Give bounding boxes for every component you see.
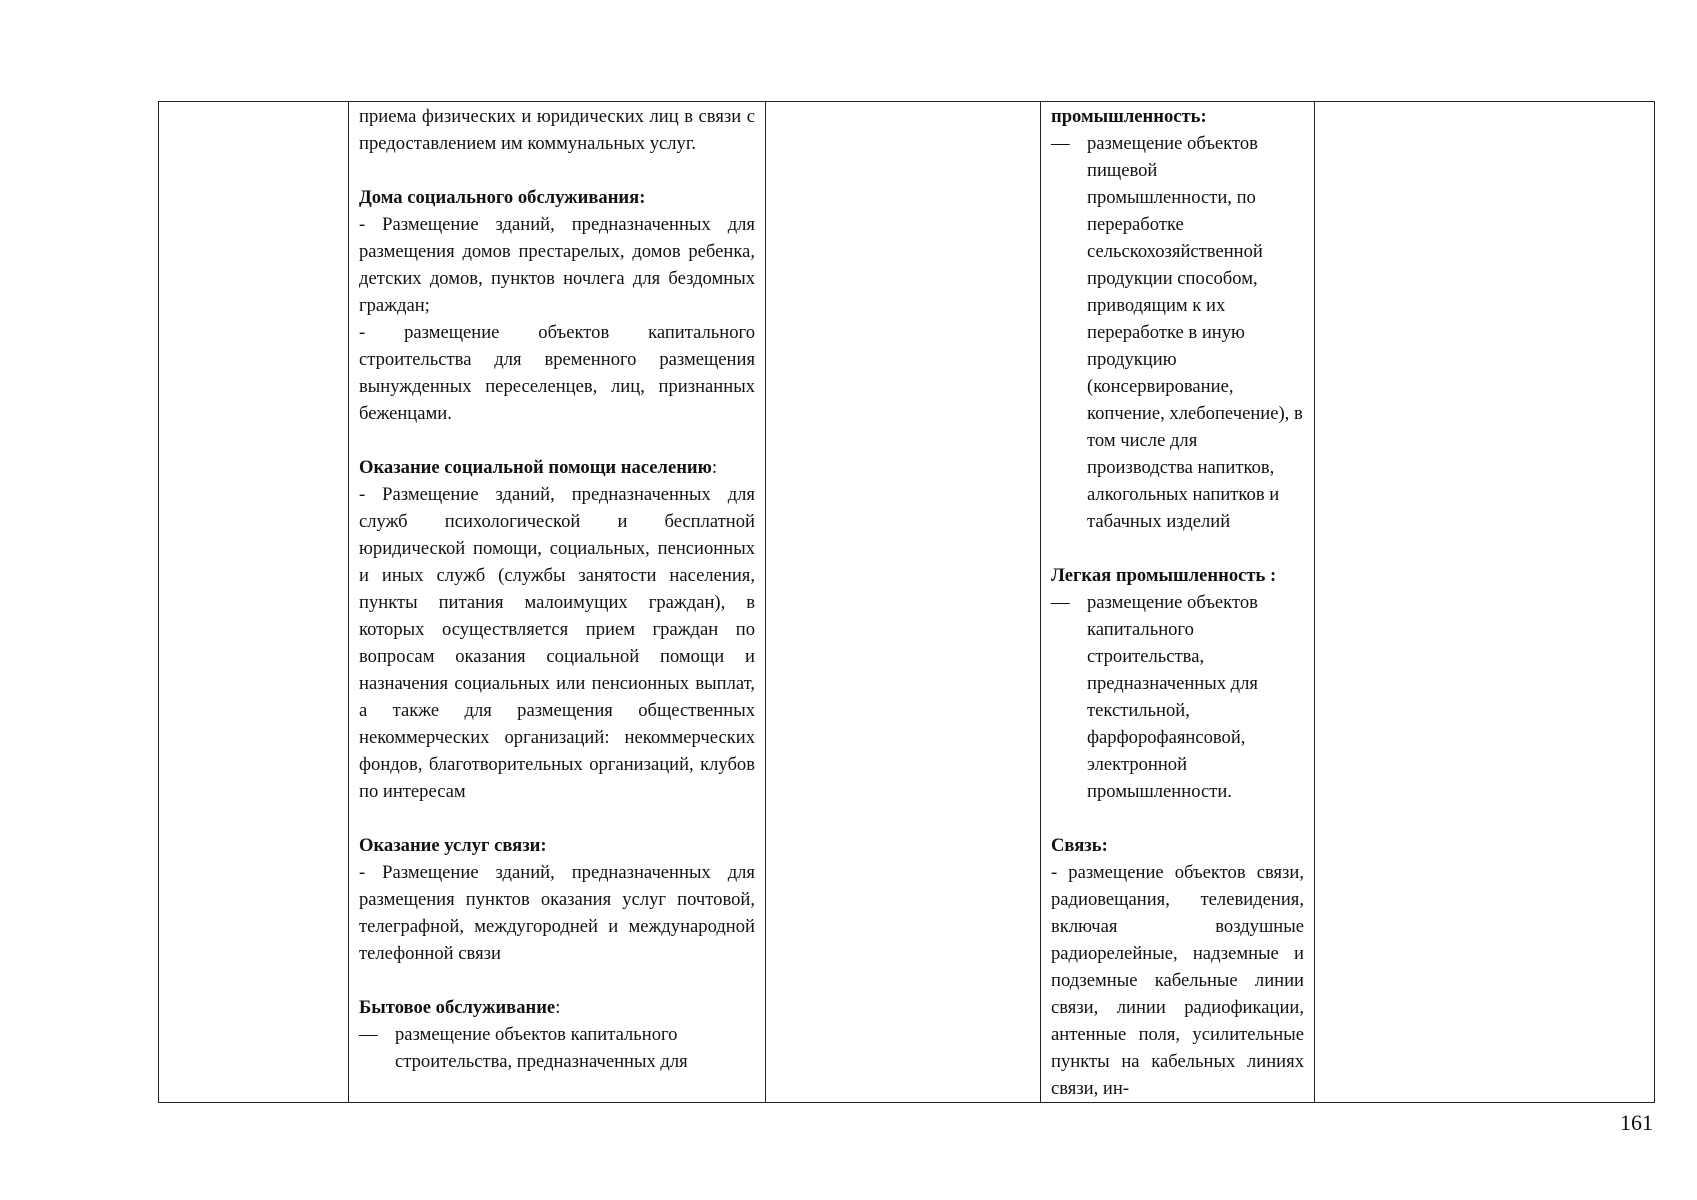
section-heading: Бытовое обслуживание: xyxy=(359,997,561,1018)
document-table xyxy=(158,101,1655,1103)
dash-list-item: — размещение объектов капитального строительства, предназначенных для xyxy=(359,1021,755,1075)
section-heading: Связь: xyxy=(1051,835,1108,856)
table-cell-col5 xyxy=(1315,102,1655,1103)
section-paragraph: - размещение объектов капитального строительства для временного размещения вынужденных переселенцев, лиц, признанных беженцами. xyxy=(359,322,755,424)
table-cell-col3 xyxy=(766,102,1041,1103)
section-heading: Оказание социальной помощи населению: xyxy=(359,457,718,478)
section-paragraph: - Размещение зданий, предназначенных для размещения пунктов оказания услуг почтовой, телеграфной, междугородней и международной телефонной связи xyxy=(359,862,755,964)
table-cell-col2 xyxy=(349,102,766,1103)
dash-list-item: — размещение объектов пищевой промышленности, по переработке сельскохозяйственной продукции способом, приводящим к их переработке в иную продукцию (консервирование, копчение, хлебопечение), в том числе для производства напитков, алкогольных напитков и табачных изделий xyxy=(1051,130,1304,535)
section-heading: Оказание услуг связи: xyxy=(359,835,547,856)
page-number: 161 xyxy=(1620,1110,1653,1135)
section-paragraph: - Размещение зданий, предназначенных для размещения домов престарелых, домов ребенка, детских домов, пунктов ночлега для бездомных граждан; xyxy=(359,214,755,316)
section-heading: Дома социального обслуживания: xyxy=(359,187,646,208)
table-row xyxy=(159,102,1655,1103)
col2-intro-text: приема физических и юридических лиц в связи с предоставлением им коммунальных услуг. xyxy=(359,106,755,154)
section-heading: Легкая промышленность : xyxy=(1051,565,1277,586)
section-heading: промышленность: xyxy=(1051,106,1207,127)
section-paragraph: - размещение объектов связи, радиовещания, телевидения, включая воздушные радиорелейные, надземные и подземные кабельные линии связи, линии радиофикации, антенные поля, усилительные пункты на кабельных линиях связи, ин- xyxy=(1051,862,1304,1099)
table-cell-col1 xyxy=(159,102,349,1103)
table-cell-col4 xyxy=(1041,102,1315,1103)
section-paragraph: - Размещение зданий, предназначенных для служб психологической и бесплатной юридической помощи, социальных, пенсионных и иных служб (службы занятости населения, пункты питания малоимущих граждан), в которых осуществляется прием граждан по вопросам оказания социальной помощи и назначения социальных или пенсионных выплат, а также для размещения общественных некоммерческих организаций: некоммерческих фондов, благотворительных организаций, клубов по интересам xyxy=(359,484,755,802)
dash-list-item: — размещение объектов капитального строительства, предназначенных для текстильной, фарфорофаянсовой, электронной промышленности. xyxy=(1051,589,1304,805)
